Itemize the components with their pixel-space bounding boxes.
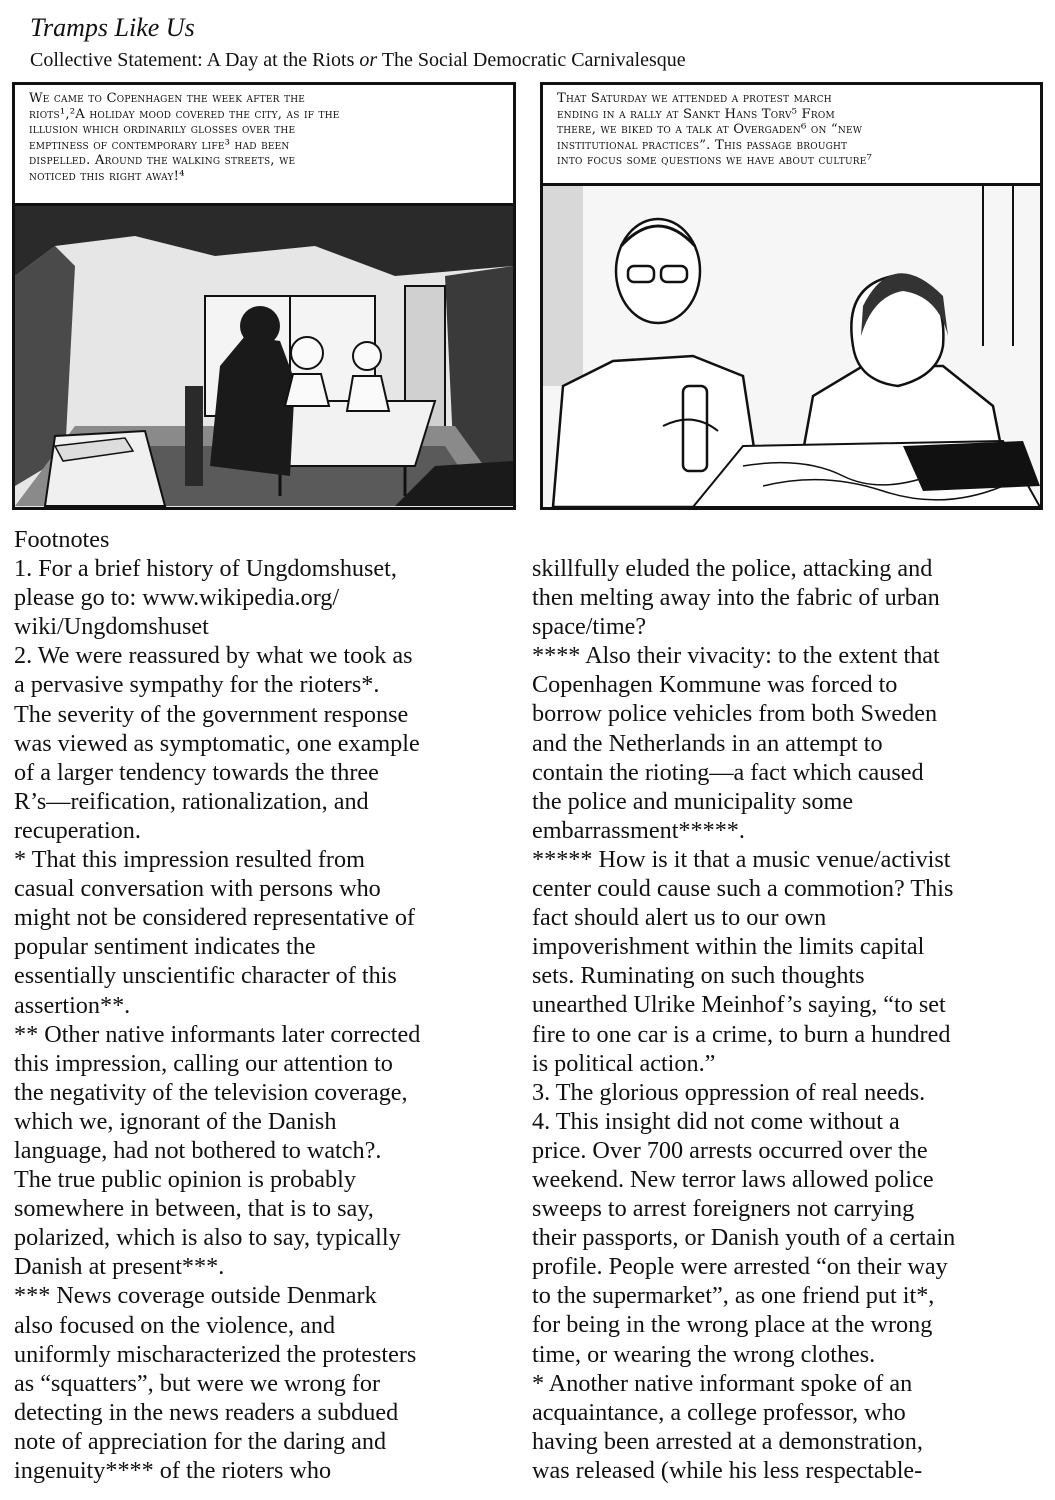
footnote-line: sweeps to arrest foreigners not carrying xyxy=(532,1195,915,1223)
footnote-line: also focused on the violence, and xyxy=(14,1311,336,1339)
footnote-line: note of appreciation for the daring and xyxy=(14,1427,387,1455)
footnote-line: language, had not bothered to watch?. xyxy=(14,1136,382,1164)
panel-2-drawing xyxy=(543,186,1040,507)
caption-line: That Saturday we attended a protest march xyxy=(557,91,832,106)
footnote-line: price. Over 700 arrests occurred over the xyxy=(532,1136,928,1164)
footnote-line: a pervasive sympathy for the rioters*. xyxy=(14,671,380,699)
footnotes-heading: Footnotes xyxy=(14,526,110,553)
footnote-line: * That this impression resulted from xyxy=(14,846,365,874)
footnote-line: essentially unscientific character of this xyxy=(14,962,397,990)
panel-1-caption xyxy=(15,85,513,206)
footnote-line: the police and municipality some xyxy=(532,787,854,815)
footnote-line: The severity of the government response xyxy=(14,700,409,728)
caption-line: We came to Copenhagen the week after the xyxy=(29,91,306,106)
caption-line: institutional practices”. This passage brought xyxy=(557,137,848,153)
footnote-line: space/time? xyxy=(532,613,647,641)
footnote-line: uniformly mischaracterized the protesters xyxy=(14,1340,417,1368)
panel-2-caption xyxy=(543,85,1040,186)
footnote-line: recuperation. xyxy=(14,816,141,844)
footnote-line: casual conversation with persons who xyxy=(14,875,381,903)
footnote-line: * Another native informant spoke of an xyxy=(532,1369,913,1397)
footnote-line: 2. We were reassured by what we took as xyxy=(14,642,413,670)
subtitle-part-2: The Social Democratic Carnivalesque xyxy=(377,49,686,71)
footnote-line: ** Other native informants later corrected xyxy=(14,1020,421,1048)
footnote-line: somewhere in between, that is to say, xyxy=(14,1195,374,1223)
footnote-line: then melting away into the fabric of urban xyxy=(532,584,940,612)
comic-title: Tramps Like Us xyxy=(30,13,195,42)
footnote-line: profile. People were arrested “on their way xyxy=(532,1253,948,1281)
footnote-line: having been arrested at a demonstration, xyxy=(532,1427,923,1455)
footnotes-left-column xyxy=(14,525,514,1485)
panel-1-drawing xyxy=(15,206,513,507)
footnote-line: this impression, calling our attention to xyxy=(14,1049,393,1077)
footnote-line: *** News coverage outside Denmark xyxy=(14,1282,377,1310)
footnotes-right-column xyxy=(532,554,1047,1485)
footnote-line: detecting in the news readers a subdued xyxy=(14,1398,399,1426)
comic-subtitle xyxy=(30,48,686,72)
footnote-line: ***** How is it that a music venue/activist xyxy=(532,845,951,873)
footnote-line: time, or wearing the wrong clothes. xyxy=(532,1340,876,1368)
caption-line: illusion which ordinarily glosses over the xyxy=(29,122,296,137)
footnote-line: embarrassment*****. xyxy=(532,816,745,844)
footnote-line: borrow police vehicles from both Sweden xyxy=(532,700,938,728)
footnote-line: to the supermarket”, as one friend put it*, xyxy=(532,1282,935,1310)
footnote-line: polarized, which is also to say, typically xyxy=(14,1224,401,1252)
caption-line: emptiness of contemporary life³ had been xyxy=(29,137,290,153)
footnote-line: 3. The glorious oppression of real needs. xyxy=(532,1078,926,1106)
footnote-line: was viewed as symptomatic, one example xyxy=(14,729,420,757)
caption-line: there, we biked to a talk at Overgaden⁶ on “new xyxy=(557,122,863,137)
footnote-line: The true public opinion is probably xyxy=(14,1166,356,1194)
footnote-line: for being in the wrong place at the wrong xyxy=(532,1311,933,1339)
caption-line: ending in a rally at Sankt Hans Torv⁵ From xyxy=(557,106,835,122)
footnote-line: fire to one car is a crime, to burn a hundred xyxy=(532,1020,951,1048)
footnote-line: Danish at present***. xyxy=(14,1253,225,1281)
footnote-line: which we, ignorant of the Danish xyxy=(14,1107,337,1135)
footnote-line: assertion**. xyxy=(14,991,131,1019)
footnote-line: wiki/Ungdomshuset xyxy=(14,613,209,641)
footnote-line: fact should alert us to our own xyxy=(532,904,827,932)
subtitle-part-1: Collective Statement: A Day at the Riots xyxy=(30,49,360,71)
footnote-line: please go to: www.wikipedia.org/ xyxy=(14,584,340,612)
caption-line: noticed this right away!⁴ xyxy=(29,168,185,184)
footnote-line: is political action.” xyxy=(532,1049,716,1077)
footnote-line: skillfully eluded the police, attacking and xyxy=(532,555,933,582)
footnote-line: Copenhagen Kommune was forced to xyxy=(532,671,898,699)
footnote-line: contain the rioting—a fact which caused xyxy=(532,758,924,786)
subtitle-or: or xyxy=(359,49,378,71)
footnote-line: **** Also their vivacity: to the extent that xyxy=(532,642,940,670)
footnote-line: weekend. New terror laws allowed police xyxy=(532,1165,934,1193)
footnote-line: as “squatters”, but were we wrong for xyxy=(14,1369,381,1397)
comic-panel-1 xyxy=(12,82,516,510)
footnote-line: of a larger tendency towards the three xyxy=(14,758,379,786)
footnote-line: acquaintance, a college professor, who xyxy=(532,1398,906,1426)
footnote-line: 1. For a brief history of Ungdomshuset, xyxy=(14,555,397,583)
footnote-line: popular sentiment indicates the xyxy=(14,933,316,961)
comic-panel-2 xyxy=(540,82,1043,510)
footnote-line: sets. Ruminating on such thoughts xyxy=(532,962,865,990)
footnote-line: impoverishment within the limits capital xyxy=(532,933,925,961)
footnote-line: center could cause such a commotion? This xyxy=(532,875,954,903)
caption-line: into focus some questions we have about culture⁷ xyxy=(557,153,872,168)
footnote-line: unearthed Ulrike Meinhof’s saying, “to set xyxy=(532,991,946,1019)
footnote-line: ingenuity**** of the rioters who xyxy=(14,1457,332,1484)
footnote-line: and the Netherlands in an attempt to xyxy=(532,729,883,757)
footnote-line: the negativity of the television coverage, xyxy=(14,1078,408,1106)
footnote-line: might not be considered representative of xyxy=(14,904,415,932)
footnote-line: their passports, or Danish youth of a certain xyxy=(532,1224,956,1252)
footnote-line: 4. This insight did not come without a xyxy=(532,1107,900,1135)
caption-line: dispelled. Around the walking streets, we xyxy=(29,153,296,168)
footnote-line: R’s—reification, rationalization, and xyxy=(14,787,369,815)
caption-line: riots¹,²A holiday mood covered the city, as if the xyxy=(29,106,340,122)
footnote-line: was released (while his less respectable- xyxy=(532,1456,923,1484)
